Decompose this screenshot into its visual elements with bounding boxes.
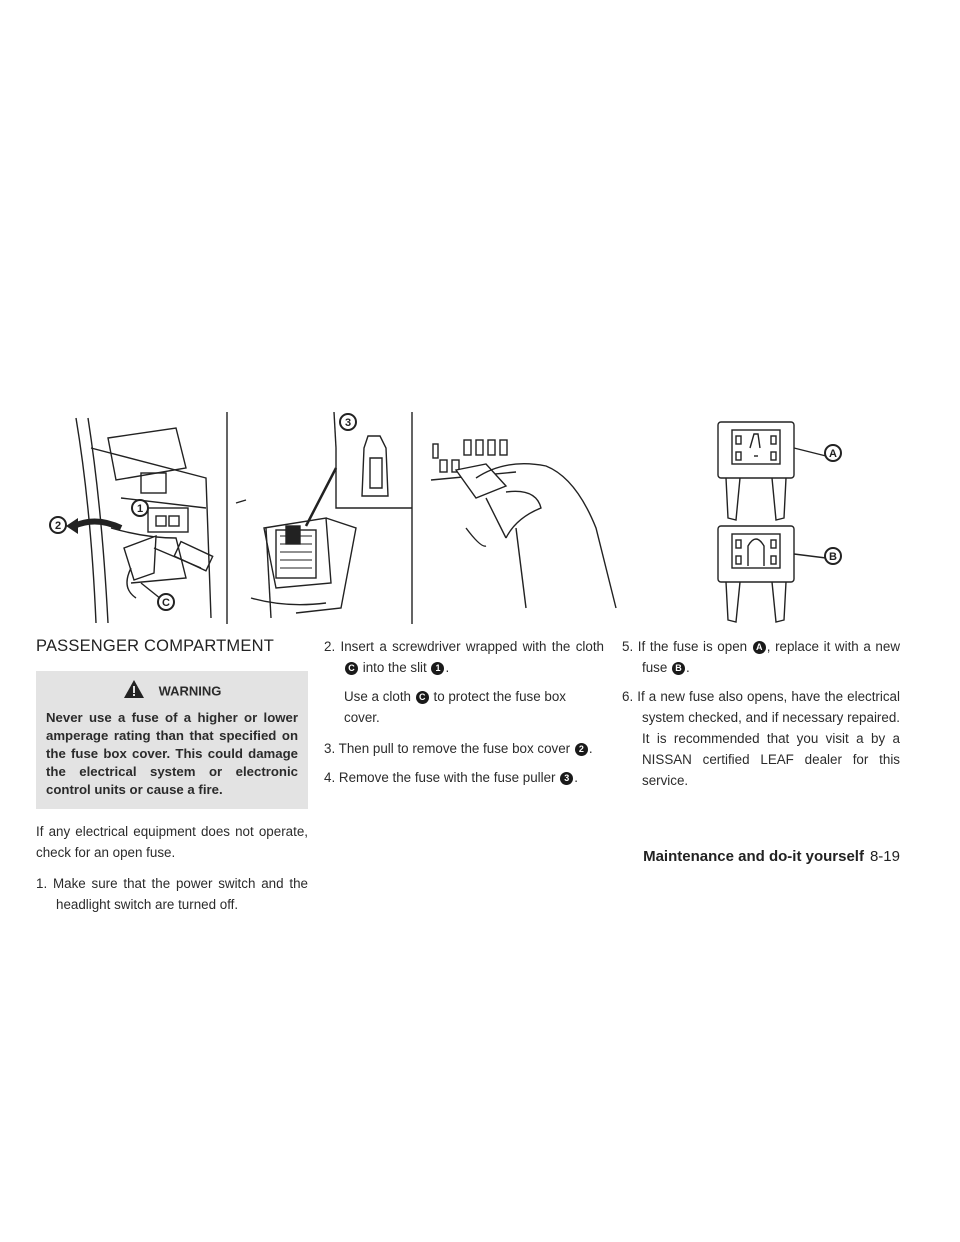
svg-text:A: A (829, 448, 837, 460)
marker-a (825, 445, 841, 461)
svg-text:2: 2 (54, 520, 62, 532)
marker-3 (340, 414, 356, 430)
step-1: 1. Make sure that the power switch and the headlight switch are turned off. (36, 876, 308, 912)
marker-3-inline: 3 (560, 772, 573, 785)
marker-1 (132, 500, 148, 516)
intro-text: If any electrical equipment does not operate, check for an open fuse. (36, 824, 308, 860)
marker-c-inline: C (345, 662, 358, 675)
warning-box (36, 671, 308, 809)
fuse-removal-illustration (36, 408, 924, 626)
marker-a-inline: A (753, 641, 766, 654)
marker-2 (50, 517, 66, 533)
step-6: 6. If a new fuse also opens, have the electrical system checked, and if necessary repaired. It is recommended that you visit a by a NISSAN certified LEAF dealer for this service. (622, 689, 900, 788)
step-4: 4. Remove the fuse with the fuse puller 3 . (324, 770, 578, 785)
warning-icon (123, 679, 145, 705)
svg-text:1: 1 (136, 503, 144, 515)
column-3 (622, 636, 900, 799)
marker-b (825, 548, 841, 564)
marker-c-inline: C (416, 691, 429, 704)
fuse-b-drawing (718, 526, 826, 622)
column-1 (36, 636, 308, 923)
warning-text: Never use a fuse of a higher or lower amperage rating than that specified on the fuse box cover. This could damage the electrical system or electronic control units or cause a fire. (46, 710, 298, 797)
marker-1-inline: 1 (431, 662, 444, 675)
column-2 (324, 636, 604, 796)
hand-drawing (431, 440, 616, 608)
warning-heading: WARNING (46, 679, 298, 705)
marker-b-inline: B (672, 662, 685, 675)
step-3: 3. Then pull to remove the fuse box cover 2 . (324, 741, 593, 756)
fuse-a-drawing (718, 422, 826, 520)
svg-text:C: C (162, 597, 170, 609)
marker-2-inline: 2 (575, 743, 588, 756)
fuse-box-drawing (236, 412, 412, 624)
svg-text:B: B (829, 551, 837, 563)
page-number: 8-19 (869, 848, 900, 865)
step-2: 2. Insert a screwdriver wrapped with the cloth C into the slit 1 . (324, 639, 604, 675)
footer-section: Maintenance and do-it yourself (643, 848, 864, 865)
step-5: 5. If the fuse is open A , replace it with a new fuse B . (622, 639, 900, 675)
page-footer (0, 848, 900, 866)
svg-text:3: 3 (344, 417, 352, 429)
step-2-note: Use a cloth C to protect the fuse box cover. (344, 689, 566, 725)
section-title: PASSENGER COMPARTMENT (36, 637, 274, 655)
marker-c (158, 594, 174, 610)
